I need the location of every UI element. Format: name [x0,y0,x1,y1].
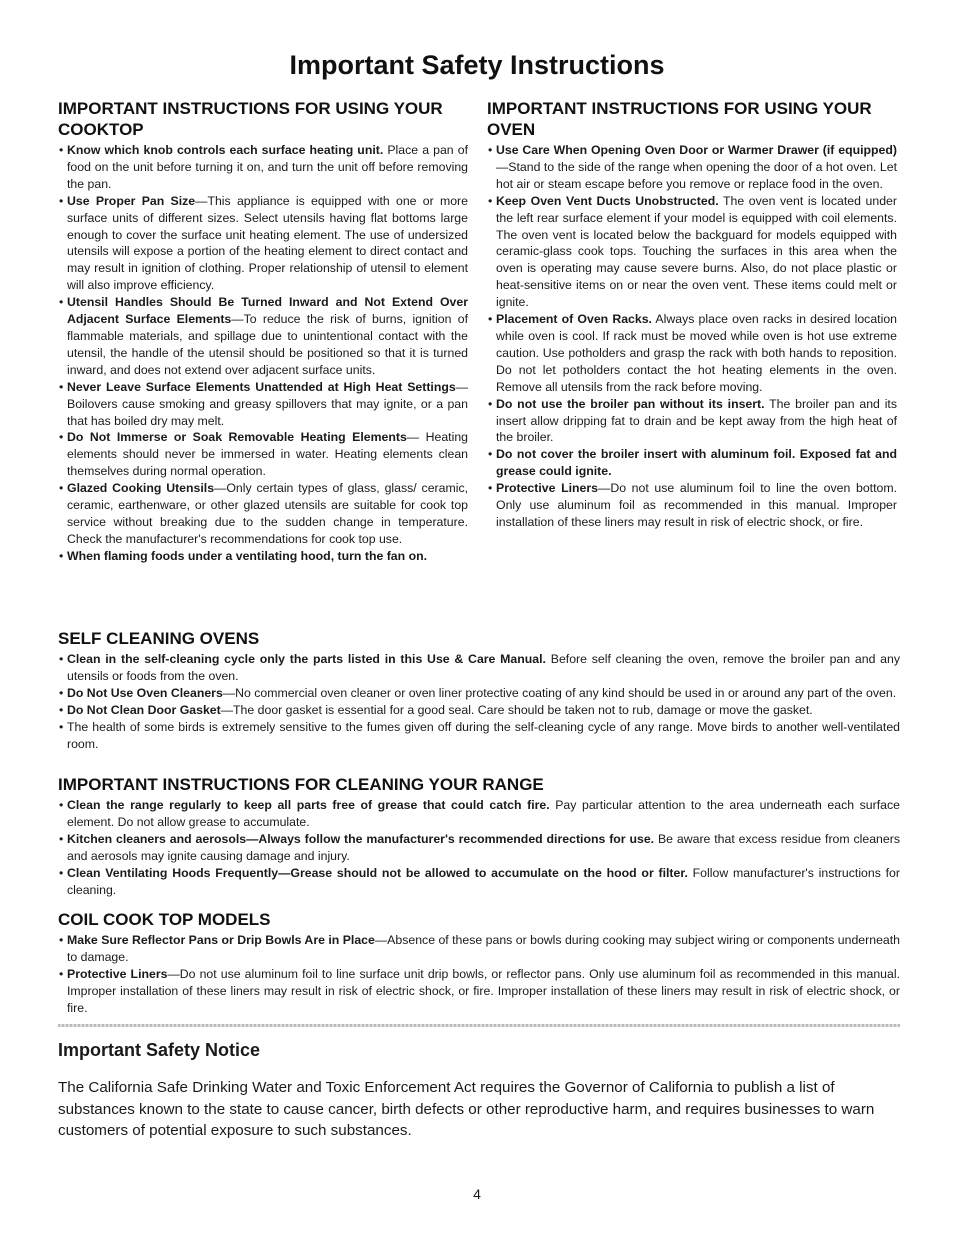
bullet-icon: • [488,312,493,327]
self-cleaning-section [58,628,900,752]
item-text: Before self cleaning the oven, remove the broiler pan and any utensils or foods from the oven. [67,652,901,683]
item-text: —Do not use aluminum foil to line surface unit drip bowls, or reflector pans. Only use aluminum foil as recommended in this manual. Improper installation of these liners may result in risk of electric shock, or fire. Improper installation of these liners may result in risk of electric shock, or fire. [67,966,901,1015]
item-lead: Keep Oven Vent Ducts Unobstructed. [496,193,719,208]
item-lead: Protective Liners [496,481,599,496]
item-text: Place a pan of food on the unit before turning it on, and turn the unit off before removing the pan. [67,143,468,191]
cleaning-range-list [58,797,900,898]
bullet-icon: • [59,379,64,394]
item-lead: Placement of Oven Racks. [496,312,652,327]
list-item [58,142,468,193]
list-item [487,311,897,396]
bullet-icon: • [488,447,493,462]
oven-section [487,98,897,531]
self-cleaning-heading: SELF CLEANING OVENS [58,629,260,648]
bullet-icon: • [59,933,64,947]
list-item [487,446,897,480]
item-text: —The door gasket is essential for a good seal. Care should be taken not to rub, damage or move the gasket. [220,702,813,717]
list-item [487,396,897,447]
list-item [58,379,468,430]
self-cleaning-list [58,651,900,752]
bullet-icon: • [59,685,64,700]
list-item [58,932,900,966]
item-text: — Heating elements should never be immersed in water. Heating elements clean themselves during normal operation. [67,430,468,479]
list-item [58,294,468,379]
bullet-icon: • [59,719,64,734]
bullet-icon: • [59,798,64,812]
list-item [58,966,900,1017]
item-lead: Kitchen cleaners and aerosols—Always follow the manufacturer's recommended directions for use. [67,831,655,846]
item-lead: Do Not Clean Door Gasket [67,702,221,717]
item-text: The health of some birds is extremely sensitive to the fumes given off during the self-cleaning cycle of any range. Move birds to another well-ventilated room. [67,719,900,751]
item-lead: Use Care When Opening Oven Door or Warmer Drawer (if equipped) [496,143,897,157]
oven-list [487,142,897,531]
notice-body: The California Safe Drinking Water and Toxic Enforcement Act requires the Governor of California to publish a list of substances known to the state to cause cancer, birth defects or other reproductive harm, and requires businesses to warn customers of potential exposure to such substances. [58,1079,875,1139]
list-item [58,797,900,831]
item-text: —To reduce the risk of burns, ignition of flammable materials, and spillage due to unintentional contact with the utensil, the handle of the utensil should be positioned so that it is turned inward, and does not extend over adjacent surface units. [67,312,468,377]
item-lead: Clean the range regularly to keep all parts free of grease that could catch fire. [67,798,550,812]
list-item [487,480,897,531]
item-lead: When flaming foods under a ventilating hood, turn the fan on. [67,548,428,563]
bullet-icon: • [59,865,64,880]
item-lead: Do not use the broiler pan without its insert. [496,396,765,411]
item-lead: Utensil Handles Should Be Turned Inward and Not Extend Over Adjacent Surface Elements [67,295,468,327]
bullet-icon: • [59,430,64,445]
item-text: Pay particular attention to the area underneath each surface element. Do not allow grease to accumulate. [67,798,900,829]
bullet-icon: • [59,295,64,310]
item-lead: Make Sure Reflector Pans or Drip Bowls Are in Place [67,933,375,947]
list-item [58,865,900,899]
item-text: Always place oven racks in desired location while oven is cool. If rack must be moved while oven is hot use extreme caution. Use potholders and grasp the rack with both hands to reposition. Do not let potholders contact the hot heating elements in the oven. Remove all utensils from the rack before moving. [496,312,897,394]
cooktop-list [58,142,468,565]
item-lead: Do Not Immerse or Soak Removable Heating Elements [67,430,407,445]
bullet-icon: • [59,193,64,208]
item-lead: Protective Liners [67,966,168,981]
item-text: Be aware that excess residue from cleaners and aerosols may ignite causing damage and injury. [67,831,900,863]
cleaning-range-section [58,774,900,898]
coil-heading: COIL COOK TOP MODELS [58,910,271,929]
notice-title: Important Safety Notice [58,1040,261,1060]
item-lead: Clean Ventilating Hoods Frequently—Grease should not be allowed to accumulate on the hood or filter. [67,865,688,880]
bullet-icon: • [59,652,64,666]
section-divider [58,1024,900,1027]
item-lead: Do not cover the broiler insert with aluminum foil. Exposed fat and grease could ignite. [496,447,897,479]
bullet-icon: • [59,143,64,157]
item-text: —Absence of these pans or bowls during cooking may subject wiring or components underneath to damage. [67,933,900,964]
bullet-icon: • [59,831,64,846]
item-text: —No commercial oven cleaner or oven liner protective coating of any kind should be used in or around any part of the oven. [222,685,897,700]
list-item [58,651,900,685]
item-lead: Clean in the self-cleaning cycle only the parts listed in this Use & Care Manual. [67,652,546,666]
item-text: —This appliance is equipped with one or more surface units of different sizes. Select utensils having flat bottoms large enough to cover the surface unit heating element. The use of undersized utensils will expose a portion of the heating element to direct contact and may result in ignition of clothing. Proper relationship of utensil to element will also improve efficiency. [67,193,468,293]
bullet-icon: • [59,966,64,981]
list-item [58,429,468,480]
cooktop-heading: IMPORTANT INSTRUCTIONS FOR USING YOUR COOKTOP [58,99,443,139]
item-text: —Do not use aluminum foil to line the oven bottom. Only use aluminum foil as recommended in this manual. Improper installation of these liners may result in risk of electric shock, or fire. [496,481,897,529]
list-item [58,702,900,719]
item-lead: Do Not Use Oven Cleaners [67,685,223,700]
cooktop-section [58,98,468,565]
item-lead: Use Proper Pan Size [67,193,196,208]
bullet-icon: • [59,702,64,717]
item-lead: Glazed Cooking Utensils [67,481,215,496]
item-text: Follow manufacturer's instructions for cleaning. [67,865,900,897]
item-lead: Never Leave Surface Elements Unattended at High Heat Settings [67,379,456,394]
item-text: —Only certain types of glass, glass/ ceramic, ceramic, earthenware, or other glazed utensils are suitable for cook top service without breaking due to the sudden change in temperature. Check the manufacturer's recommendations for cook top use. [67,481,469,546]
item-text: —Boilovers cause smoking and greasy spillovers that may ignite, or a pan that has boiled dry may melt. [67,379,468,428]
page-title: Important Safety Instructions [289,50,665,80]
item-text: The oven vent is located under the left rear surface element if your model is equipped with coil elements. The oven vent is located below the backguard for models equipped with ceramic-glass cook tops. Touching the surfaces in this area when the oven is operating may cause severe burns. Also, do not place plastic or heat-sensitive items on or near the oven vent. These items could melt or ignite. [496,193,897,310]
item-text: —Stand to the side of the range when opening the door of a hot oven. Let hot air or steam escape before you remove or replace food in the oven. [496,159,897,191]
item-text: The broiler pan and its insert allow dripping fat to drain and be kept away from the high heat of the broiler. [496,396,897,445]
list-item [58,193,468,294]
oven-heading: IMPORTANT INSTRUCTIONS FOR USING YOUR OVEN [487,99,872,139]
list-item [58,719,900,753]
bullet-icon: • [59,481,64,496]
bullet-icon: • [488,396,493,411]
list-item [58,685,900,702]
coil-list [58,932,900,1017]
page-number: 4 [473,1186,481,1202]
bullet-icon: • [488,143,493,157]
bullet-icon: • [488,193,493,208]
cleaning-range-heading: IMPORTANT INSTRUCTIONS FOR CLEANING YOUR RANGE [58,775,544,794]
list-item [58,831,900,865]
coil-section [58,909,900,1017]
list-item [487,142,897,193]
item-lead: Know which knob controls each surface heating unit. [67,143,384,157]
list-item [487,193,897,311]
list-item [58,480,468,548]
list-item [58,548,468,565]
bullet-icon: • [488,481,493,496]
bullet-icon: • [59,548,64,563]
